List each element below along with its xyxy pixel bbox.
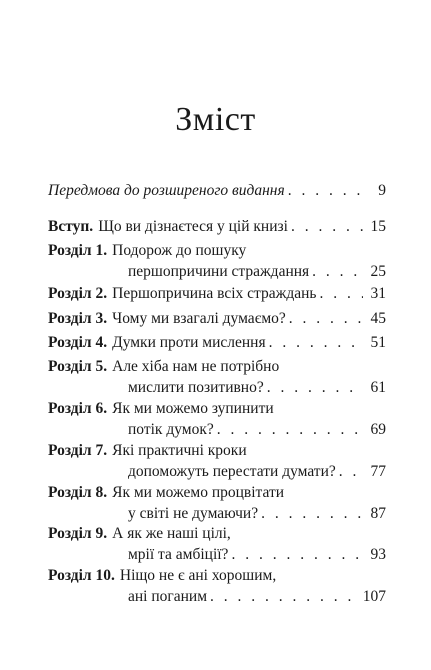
toc-page-number: 51 (370, 334, 386, 351)
dot-leader (319, 283, 363, 304)
dot-leader (217, 419, 363, 440)
dot-leader (267, 377, 363, 398)
toc-entry-text: у світі не думаючи? (128, 505, 259, 522)
toc-entry-label: Розділ 2. (48, 285, 108, 302)
toc-page-number: 77 (370, 463, 386, 480)
toc-entry-text: потік думок? (128, 421, 214, 438)
toc-entry-text: А як же наші цілі, (112, 525, 231, 542)
toc-entry-text: першопричини страждання (128, 263, 310, 280)
toc-entry-chapter-10 (48, 565, 386, 607)
toc-entry-text: Думки проти мислення (112, 334, 266, 351)
toc-entry-text: Подорож до пошуку (112, 242, 247, 259)
toc-entry-label: Розділ 5. (48, 358, 108, 375)
toc-page-number: 93 (370, 546, 386, 563)
toc-entry-label: Розділ 9. (48, 525, 108, 542)
toc-entry-label: Розділ 3. (48, 310, 108, 327)
toc-entry-label: Розділ 8. (48, 484, 108, 501)
dot-leader (289, 308, 363, 329)
toc-page-number: 87 (370, 505, 386, 522)
dot-leader (339, 461, 363, 482)
toc-page-number: 25 (370, 263, 386, 280)
toc-entry-text: допоможуть перестати думати? (128, 463, 336, 480)
toc-entry-text: мрії та амбіції? (128, 546, 229, 563)
toc-entry-chapter-9 (48, 523, 386, 565)
toc-entry-label: Розділ 6. (48, 400, 108, 417)
toc-entry-chapter-2 (48, 283, 386, 304)
dot-leader (269, 332, 363, 353)
toc-entry-chapter-4 (48, 332, 386, 353)
toc-entry-chapter-3 (48, 308, 386, 329)
toc-page-number: 107 (362, 588, 386, 605)
toc-entry-label: Розділ 1. (48, 242, 108, 259)
toc-entry-text: Першопричина всіх страждань (112, 285, 317, 302)
toc-entry-chapter-7 (48, 440, 386, 482)
toc-entry-label: Розділ 7. (48, 442, 108, 459)
toc-entry-chapter-5 (48, 356, 386, 398)
dot-leader (210, 586, 360, 607)
toc-entry-text: ані поганим (128, 588, 208, 605)
dot-leader (231, 544, 363, 565)
toc-entry-text: Що ви дізнаєтеся у цій книзі (98, 218, 288, 235)
toc-page-number: 61 (370, 379, 386, 396)
toc-entry-text: Як ми можемо зупинити (112, 400, 274, 417)
dot-leader (288, 180, 363, 201)
toc-entry-text: Які практичні кроки (112, 442, 247, 459)
toc-page-number: 9 (378, 182, 386, 199)
toc-entry-label: Розділ 10. (48, 567, 115, 584)
toc-entry-chapter-8 (48, 482, 386, 524)
dot-leader (291, 216, 363, 237)
toc-entry-text: мислити позитивно? (128, 379, 264, 396)
toc-entry-chapter-6 (48, 398, 386, 440)
page-title: Зміст (175, 100, 256, 138)
toc-entry-text: Передмова до розширеного видання (48, 182, 285, 199)
dot-leader (261, 503, 363, 524)
toc-page-number: 15 (370, 218, 386, 235)
toc-page-number: 31 (370, 285, 386, 302)
toc-entry-text: Але хіба нам не потрібно (112, 358, 280, 375)
toc-entry-intro (48, 216, 386, 237)
toc-entry-chapter-1 (48, 240, 386, 282)
toc-entry-text: Чому ми взагалі думаємо? (112, 310, 286, 327)
toc-entry-text: Як ми можемо процвітати (112, 484, 285, 501)
toc-entry-preface (48, 180, 386, 201)
toc-entry-label: Вступ. (48, 218, 94, 235)
dot-leader (312, 261, 363, 282)
toc-page-number: 45 (370, 310, 386, 327)
toc-entry-label: Розділ 4. (48, 334, 108, 351)
toc-page-number: 69 (370, 421, 386, 438)
toc-entry-text: Ніщо не є ані хорошим, (119, 567, 277, 584)
